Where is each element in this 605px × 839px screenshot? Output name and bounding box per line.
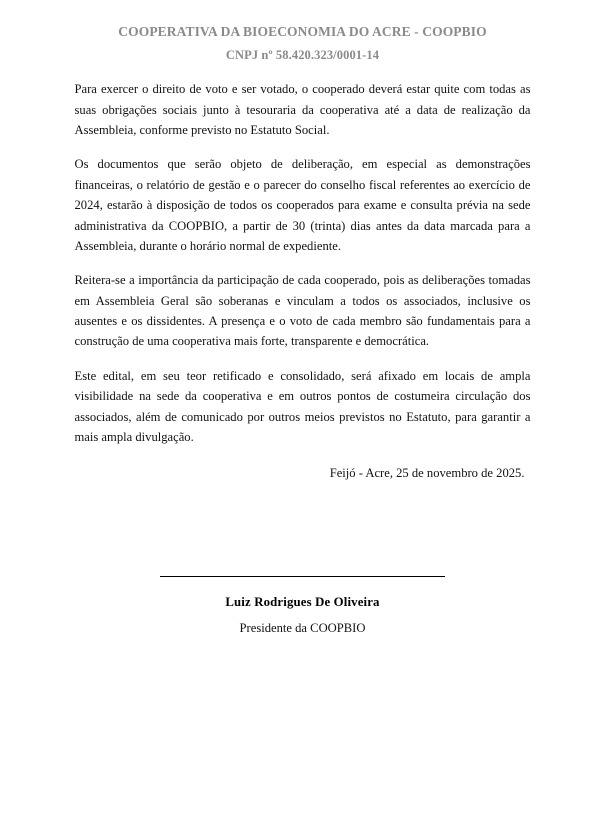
date-location-line: Feijó - Acre, 25 de novembro de 2025. <box>329 466 525 481</box>
document-body <box>75 63 531 484</box>
organization-title: COOPERATIVA DA BIOECONOMIA DO ACRE - COOPBIO <box>118 24 487 39</box>
paragraph-3: Reitera-se a importância da participação de cada cooperado, pois as deliberações tomadas em Assembleia Geral são soberanas e vinculam a todos os associados, inclusive os ausentes e os dissidentes. A presença e o voto de cada membro são fundamentais para a construção de uma cooperativa mais forte, transparente e democrática. <box>74 273 531 349</box>
signature-block <box>75 484 531 636</box>
organization-cnpj: CNPJ nº 58.420.323/0001-14 <box>225 48 380 63</box>
signatory-role: Presidente da COOPBIO <box>239 620 366 635</box>
signature-rule <box>160 576 445 577</box>
document-header <box>0 0 605 63</box>
signatory-name: Luiz Rodrigues De Oliveira <box>225 594 380 609</box>
paragraph-4: Este edital, em seu teor retificado e consolidado, será afixado em locais de ampla visibilidade na sede da cooperativa e em outros pontos de costumeira circulação dos associados, além de comunicado por outros meios previstos no Estatuto, para garantir a mais ampla divulgação. <box>74 368 531 445</box>
paragraph-1: Para exercer o direito de voto e ser votado, o cooperado deverá estar quite com todas as suas obrigações sociais junto à tesouraria da cooperativa até a data de realização da Assembleia, conforme previsto no Estatuto Social. <box>74 82 531 137</box>
paragraph-2: Os documentos que serão objeto de deliberação, em especial as demonstrações financeiras, o relatório de gestão e o parecer do conselho fiscal referentes ao exercício de 2024, estarão à disposição de todos os cooperados para exame e consulta prévia na sede administrativa da COOPBIO, a partir de 30 (trinta) dias antes da data marcada para a Assembleia, durante o horário normal de expediente. <box>74 157 531 253</box>
